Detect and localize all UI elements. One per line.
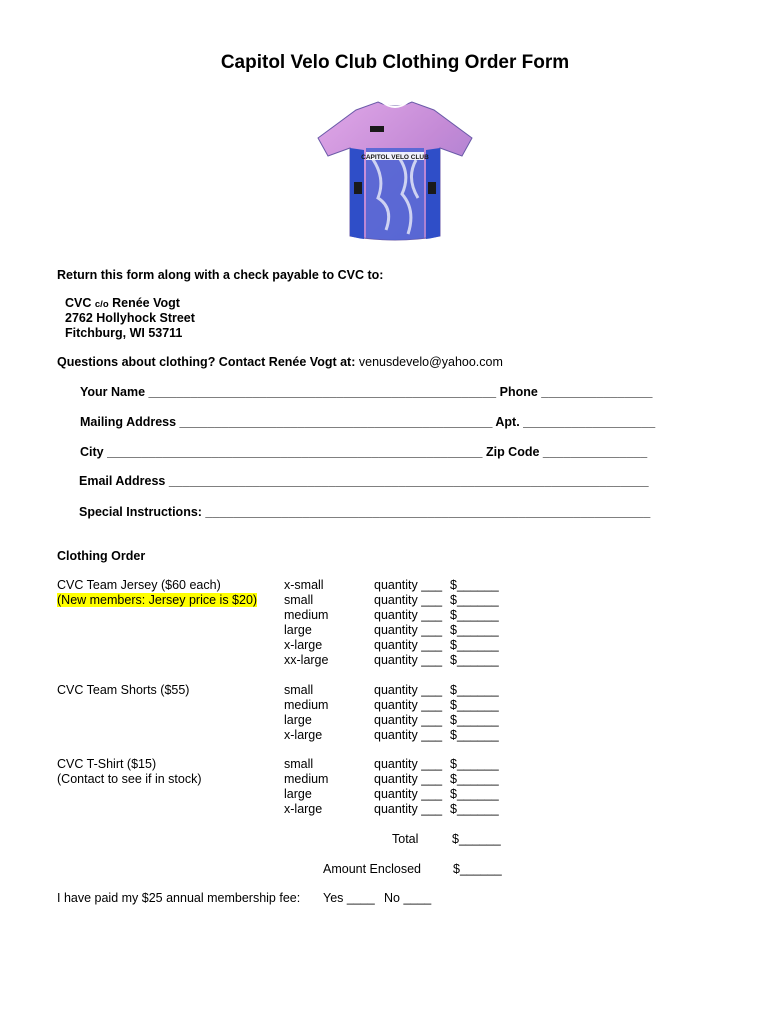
amount-enclosed-label: Amount Enclosed [323,862,421,876]
tshirt-size: large [284,787,312,801]
tshirt-label: CVC T-Shirt ($15) [57,757,157,771]
shorts-amount-field[interactable]: $______ [450,713,499,727]
total-label: Total [392,832,419,846]
questions-line [57,355,503,369]
address-line-2: 2762 Hollyhock Street [65,311,195,325]
jersey-text: CAPITOL VELO CLUB [361,154,429,161]
address-recipient: Renée Vogt [112,296,180,310]
contact-email[interactable]: venusdevelo@yahoo.com [358,355,503,369]
questions-label: Questions about clothing? Contact Renée Vogt at: [57,355,356,369]
jersey-size: small [284,593,314,607]
jersey-quantity-field[interactable]: quantity ___ [374,638,443,652]
jersey-quantity-field[interactable]: quantity ___ [374,623,443,637]
shorts-size: x-large [284,728,323,742]
shorts-quantity-field[interactable]: quantity ___ [374,683,443,697]
jersey-size: medium [284,608,329,622]
jersey-size: xx-large [284,653,329,667]
jersey-amount-field[interactable]: $______ [450,593,499,607]
tshirt-size: medium [284,772,329,786]
jersey-quantity-field[interactable]: quantity ___ [374,593,443,607]
tshirt-amount-field[interactable]: $______ [450,802,499,816]
shorts-quantity-field[interactable]: quantity ___ [374,728,443,742]
shorts-label: CVC Team Shorts ($55) [57,683,190,697]
clothing-order-heading: Clothing Order [57,549,146,563]
shorts-quantity-field[interactable]: quantity ___ [374,698,443,712]
address-line-3: Fitchburg, WI 53711 [65,326,183,340]
jersey-quantity-field[interactable]: quantity ___ [374,608,443,622]
city-zip-field[interactable]: City ______________________________________________________ Zip Code _______________ [80,445,648,459]
jersey-new-member-note: (New members: Jersey price is $20) [57,593,258,607]
shorts-size: large [284,713,312,727]
tshirt-quantity-field[interactable]: quantity ___ [374,772,443,786]
tshirt-quantity-field[interactable]: quantity ___ [374,787,443,801]
address-org: CVC [65,296,92,310]
tshirt-quantity-field[interactable]: quantity ___ [374,757,443,771]
shorts-quantity-field[interactable]: quantity ___ [374,713,443,727]
tshirt-quantity-field[interactable]: quantity ___ [374,802,443,816]
name-phone-field[interactable]: Your Name __________________________________________________ Phone ________________ [80,385,653,399]
jersey-amount-field[interactable]: $______ [450,608,499,622]
tshirt-amount-field[interactable]: $______ [450,757,499,771]
membership-fee-label: I have paid my $25 annual membership fee: [57,891,301,905]
email-address-field[interactable]: Email Address _____________________________________________________________________ [79,474,649,488]
mailing-address-field[interactable]: Mailing Address _____________________________________________ Apt. ___________________ [80,415,656,429]
address-care-of: c/o [94,299,109,310]
shorts-size: small [284,683,314,697]
jersey-image [316,98,474,244]
jersey-quantity-field[interactable]: quantity ___ [374,653,443,667]
jersey-amount-field[interactable]: $______ [450,578,499,592]
jersey-size: x-small [284,578,324,592]
membership-no-field[interactable]: No ____ [384,891,432,905]
special-instructions-field[interactable]: Special Instructions: ________________________________________________________________ [79,505,651,519]
shorts-size: medium [284,698,329,712]
jersey-size: x-large [284,638,323,652]
jersey-amount-field[interactable]: $______ [450,653,499,667]
jersey-amount-field[interactable]: $______ [450,638,499,652]
jersey-label: CVC Team Jersey ($60 each) [57,578,221,592]
total-amount-field[interactable]: $______ [452,832,501,846]
amount-enclosed-field[interactable]: $______ [453,862,502,876]
return-instructions: Return this form along with a check payable to CVC to: [57,268,384,282]
address-line-1 [65,296,180,310]
shorts-amount-field[interactable]: $______ [450,728,499,742]
tshirt-size: x-large [284,802,323,816]
membership-yes-field[interactable]: Yes ____ [323,891,375,905]
tshirt-stock-note: (Contact to see if in stock) [57,772,202,786]
tshirt-size: small [284,757,314,771]
jersey-amount-field[interactable]: $______ [450,623,499,637]
page-title: Capitol Velo Club Clothing Order Form [220,52,570,73]
jersey-quantity-field[interactable]: quantity ___ [374,578,443,592]
shorts-amount-field[interactable]: $______ [450,683,499,697]
shorts-amount-field[interactable]: $______ [450,698,499,712]
tshirt-amount-field[interactable]: $______ [450,772,499,786]
tshirt-amount-field[interactable]: $______ [450,787,499,801]
jersey-size: large [284,623,312,637]
